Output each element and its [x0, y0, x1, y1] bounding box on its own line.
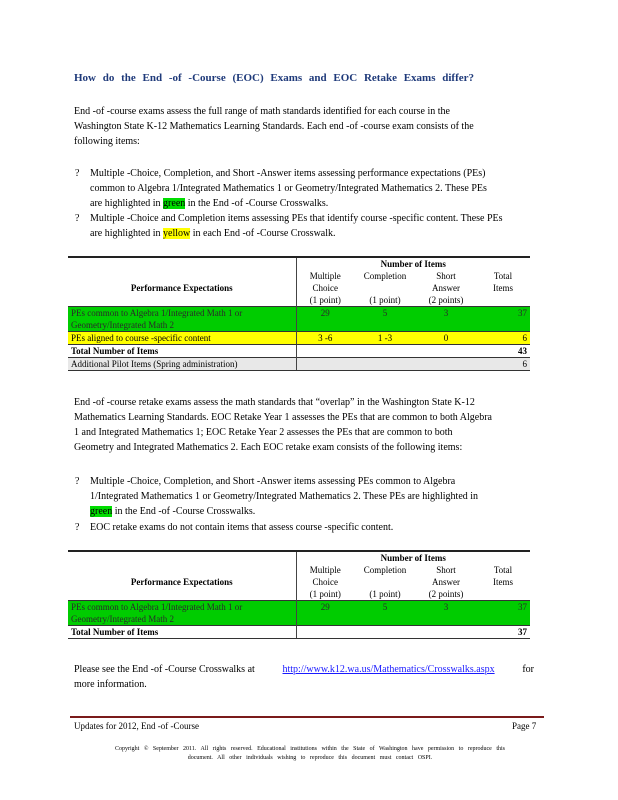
bullet-mark: ?: [75, 476, 80, 487]
col-header: Answer: [432, 283, 460, 293]
bullet-line: common to Algebra 1/Integrated Mathematics 1 or Geometry/Integrated Mathematics 2. These PEs: [90, 183, 487, 194]
col-header: Short: [436, 565, 456, 575]
footer-divider: [70, 716, 544, 718]
cell-total: 6: [476, 332, 530, 345]
total-value: 43: [476, 345, 530, 358]
green-highlight: green: [163, 198, 186, 209]
additional-value: 6: [476, 358, 530, 371]
retake-line: End -of -course retake exams assess the math standards that “overlap” in the Washington State K-12: [74, 397, 475, 408]
cell-comp: 5: [354, 601, 416, 614]
col-header-pe: Performance Expectations: [130, 283, 233, 293]
see-line: [74, 662, 534, 677]
bullet-item: [75, 166, 550, 211]
bullet-line: EOC retake exams do not contain items that assess course -specific content.: [90, 522, 394, 533]
bullet-line: Multiple -Choice, Completion, and Short -Answer items assessing performance expectations (PEs): [90, 168, 486, 179]
col-header: Choice: [296, 576, 354, 588]
footer-left: Updates for 2012, End -of -Course: [74, 721, 199, 731]
bullet-text: in each End -of -Course Crosswalk.: [192, 228, 336, 239]
intro-line: following items:: [74, 136, 140, 147]
cell-comp: 1 -3: [354, 332, 416, 345]
see-text: for: [522, 664, 534, 675]
row-label: PEs common to Algebra 1/Integrated Math 1 or: [68, 307, 296, 320]
copyright-notice: [90, 745, 530, 763]
cell-sa: 3: [416, 307, 476, 320]
copyright-line: document. All other individuals wishing to reproduce this document must contact OSPI.: [187, 755, 433, 761]
total-row: [68, 626, 530, 639]
retake-line: Geometry and Integrated Mathematics 2. Each EOC retake exam consists of the following items:: [74, 442, 463, 453]
row-label: PEs aligned to course -specific content: [68, 332, 296, 345]
col-header: (1 point): [296, 588, 354, 601]
bullet-line: [90, 196, 550, 211]
row-label: Geometry/Integrated Math 2: [68, 319, 296, 332]
intro-paragraph: [74, 104, 544, 149]
items-table-eoc: [68, 256, 530, 371]
bullet-mark: ?: [75, 213, 80, 224]
bullet-line: [90, 226, 550, 241]
table-row: [68, 613, 530, 626]
col-header: Answer: [432, 577, 460, 587]
col-header: Items: [493, 283, 513, 293]
col-header: Choice: [296, 282, 354, 294]
section-heading: How do the End -of -Course (EOC) Exams and EOC Retake Exams differ?: [74, 72, 474, 84]
table-row: [68, 332, 530, 345]
bullet-mark: ?: [75, 168, 80, 179]
intro-line: End -of -course exams assess the full range of math standards identified for each course in the: [74, 106, 450, 117]
additional-label: Additional Pilot Items (Spring administration): [68, 358, 296, 371]
yellow-highlight: yellow: [163, 228, 191, 239]
col-header: (2 points): [428, 295, 464, 305]
table-row: [68, 319, 530, 332]
crosswalks-link[interactable]: http://www.k12.wa.us/Mathematics/Crosswalks.aspx: [282, 664, 495, 675]
col-header: Items: [493, 577, 513, 587]
number-of-items-header: Number of Items: [296, 551, 530, 564]
bullet-text: in the End -of -Course Crosswalks.: [114, 506, 256, 517]
bullet-text: are highlighted in: [90, 228, 161, 239]
col-header: Total: [493, 565, 513, 575]
items-table-retake: [68, 550, 530, 639]
bullet-text: in the End -of -Course Crosswalks.: [187, 198, 329, 209]
number-of-items-header: Number of Items: [296, 257, 530, 270]
page-number: Page 7: [512, 721, 537, 731]
bullet-item: [75, 474, 550, 519]
col-header: Completion: [363, 565, 407, 575]
intro-line: Washington State K-12 Mathematics Learning Standards. Each end -of -course exam consists of the: [74, 121, 474, 132]
row-label: PEs common to Algebra 1/Integrated Math 1 or: [68, 601, 296, 614]
cell-sa: 3: [416, 601, 476, 614]
cell-comp: 5: [354, 307, 416, 320]
see-crosswalks-paragraph: [74, 662, 534, 692]
col-header: (1 point): [369, 295, 401, 305]
table-row: [68, 307, 530, 320]
bullet-item: [75, 520, 550, 535]
bullet-line: 1/Integrated Mathematics 1 or Geometry/Integrated Mathematics 2. These PEs are highlighted in: [90, 491, 479, 502]
copyright-line: Copyright © September 2011. All rights reserved. Educational institutions within the State of Washington have permission to reproduce this: [114, 746, 506, 752]
bullet-line: Multiple -Choice and Completion items assessing PEs that identify course -specific content. These PEs: [90, 213, 503, 224]
col-header: Completion: [363, 271, 407, 281]
cell-sa: 0: [416, 332, 476, 345]
bullet-mark: ?: [75, 522, 80, 533]
total-value: 37: [476, 626, 530, 639]
col-header: Short: [436, 271, 456, 281]
total-row: [68, 345, 530, 358]
bullet-line: Multiple -Choice, Completion, and Short -Answer items assessing PEs common to Algebra: [90, 476, 456, 487]
col-header: (1 point): [369, 589, 401, 599]
row-label: Geometry/Integrated Math 2: [68, 613, 296, 626]
bullet-line: [90, 504, 550, 519]
cell-total: 37: [476, 601, 530, 614]
green-highlight: green: [90, 506, 113, 517]
col-header: Multiple: [296, 270, 354, 282]
col-header-pe: Performance Expectations: [130, 577, 233, 587]
retake-line: Mathematics Learning Standards. EOC Retake Year 1 assesses the PEs that are common to both Algebra: [74, 412, 492, 423]
cell-mc: 29: [296, 307, 354, 320]
cell-mc: 29: [296, 601, 354, 614]
cell-mc: 3 -6: [296, 332, 354, 345]
table-row: [68, 601, 530, 614]
additional-row: [68, 358, 530, 371]
bullet-text: are highlighted in: [90, 198, 161, 209]
total-label: Total Number of Items: [68, 626, 296, 639]
total-label: Total Number of Items: [68, 345, 296, 358]
retake-paragraph: [74, 395, 544, 455]
bullet-item: [75, 211, 550, 241]
col-header: (1 point): [296, 294, 354, 307]
retake-line: 1 and Integrated Mathematics 1; EOC Retake Year 2 assesses the PEs that are common to both: [74, 427, 453, 438]
cell-total: 37: [476, 307, 530, 320]
see-line: more information.: [74, 679, 147, 690]
col-header: Total: [493, 271, 513, 281]
col-header: Multiple: [296, 564, 354, 576]
see-text: Please see the End -of -Course Crosswalks at: [74, 664, 255, 675]
col-header: (2 points): [428, 589, 464, 599]
